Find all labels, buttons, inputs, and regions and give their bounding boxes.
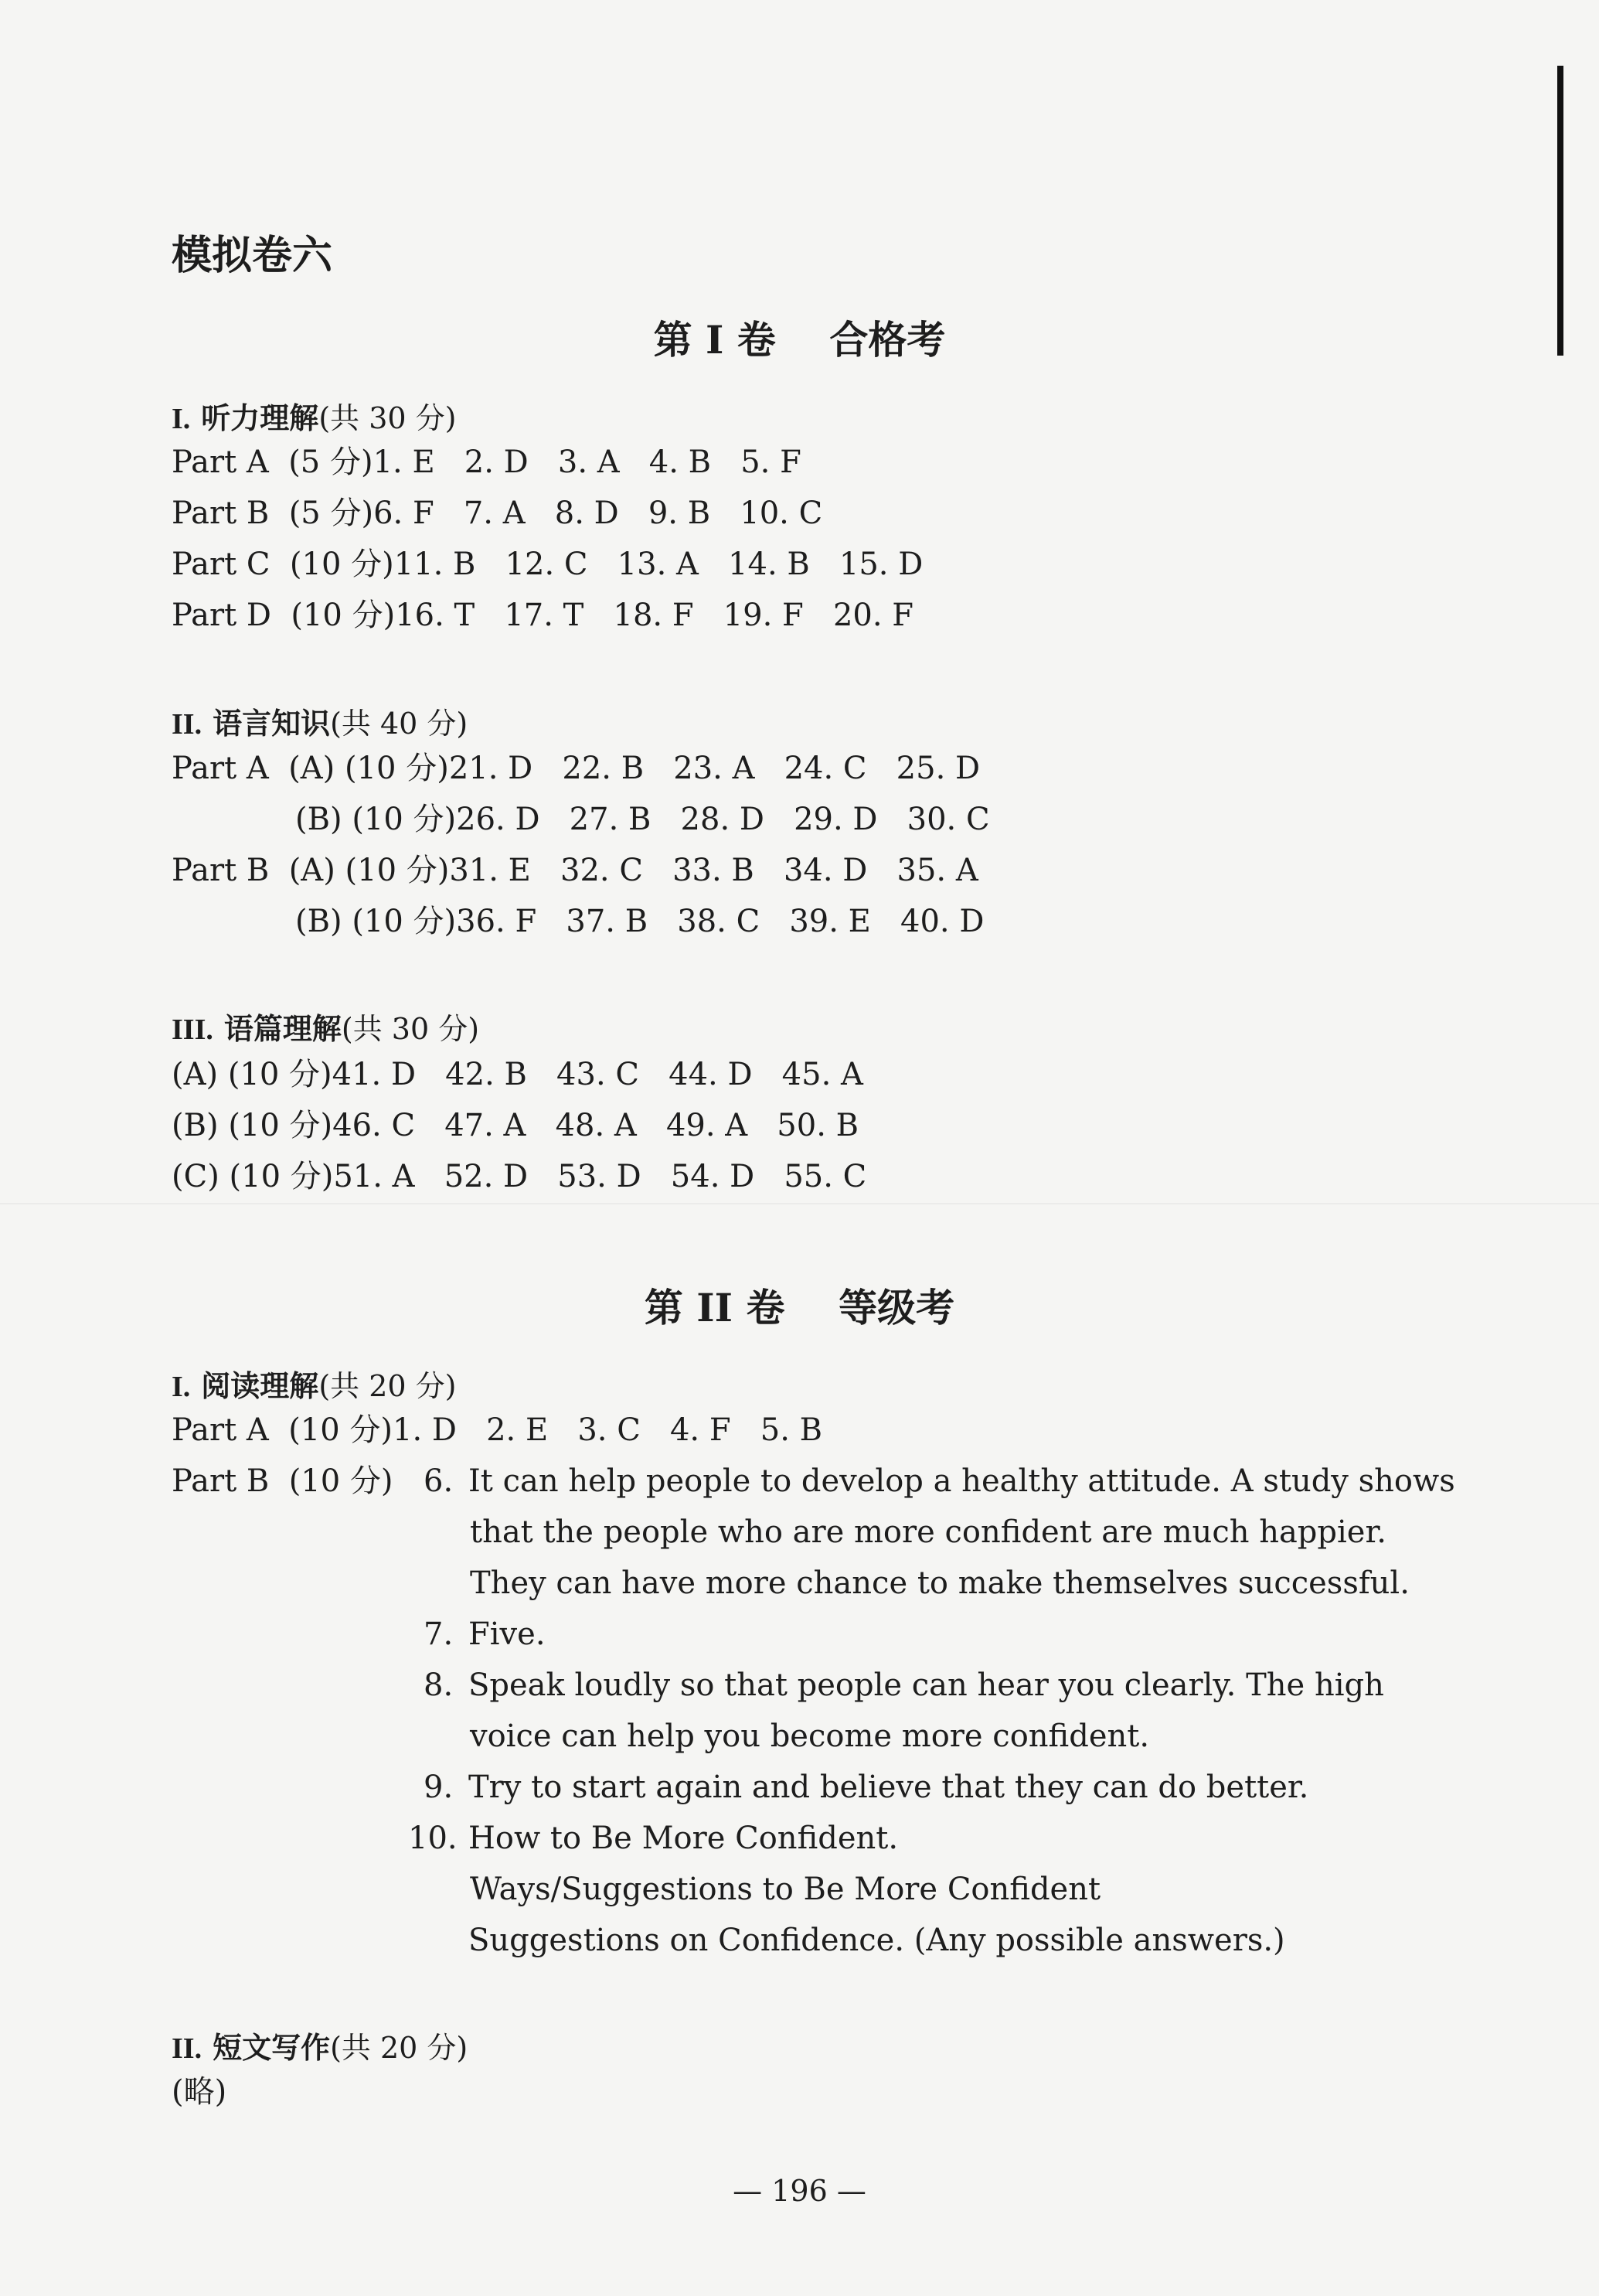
scan-fold-line [0,1203,1599,1204]
page-title: 模拟卷六 [172,232,333,279]
answer-line: voice can help you become more confident. [470,1719,1150,1754]
language-part-b-b: (B) (10 分)36. F 37. B 38. C 39. E 40. D [295,904,985,939]
volume1-title-left: 第 I 卷 [653,317,776,363]
answer-line: Try to start again and believe that they can do better. [468,1770,1309,1805]
answer-line: Suggestions on Confidence. (Any possible answers.) [468,1923,1285,1958]
answer-line: Speak loudly so that people can hear you clearly. The high [468,1667,1384,1703]
answer-number: 9. [424,1770,454,1805]
reading-section-heading: III. 语篇理解(共 30 分) [172,1011,480,1046]
reading-row-c: (C) (10 分)51. A 52. D 53. D 54. D 55. C [172,1159,867,1194]
listening-part-d: Part D (10 分)16. T 17. T 18. F 19. F 20. F [172,598,914,633]
answer-number: 6. [424,1463,454,1499]
answer-line: that the people who are more confident are much happier. [470,1514,1386,1550]
listening-part-b: Part B (5 分)6. F 7. A 8. D 9. B 10. C [172,496,823,531]
answer-number: 8. [424,1667,454,1703]
listening-part-c: Part C (10 分)11. B 12. C 13. A 14. B 15. D [172,547,924,582]
listening-section-heading: I. 听力理解(共 30 分) [172,400,457,435]
volume1-title [0,309,1599,365]
listening-part-a: Part A (5 分)1. E 2. D 3. A 4. B 5. F [172,445,801,480]
answer-line: Ways/Suggestions to Be More Confident [470,1872,1101,1907]
answer-line: Five. [468,1616,546,1652]
v2-reading-section-heading: I. 阅读理解(共 20 分) [172,1368,457,1403]
answer-line: They can have more chance to make themselves successful. [470,1565,1410,1601]
language-section-heading: II. 语言知识(共 40 分) [172,706,468,741]
v2-reading-part-b-label: Part B (10 分) [172,1463,393,1499]
answer-number: 7. [424,1616,454,1652]
answer-line: How to Be More Confident. [468,1821,899,1856]
writing-content: (略) [172,2074,227,2110]
v2-reading-part-a: Part A (10 分)1. D 2. E 3. C 4. F 5. B [172,1412,823,1448]
volume1-title-right: 合格考 [829,317,946,363]
reading-row-a: (A) (10 分)41. D 42. B 43. C 44. D 45. A [172,1057,863,1092]
volume2-title [0,1277,1599,1333]
page-number: — 196 — [733,2174,866,2208]
language-part-a-a: Part A (A) (10 分)21. D 22. B 23. A 24. C 25. D [172,751,981,786]
writing-section-heading: II. 短文写作(共 20 分) [172,2030,468,2065]
answer-line: It can help people to develop a healthy attitude. A study shows [468,1463,1455,1499]
reading-row-b: (B) (10 分)46. C 47. A 48. A 49. A 50. B [172,1108,859,1143]
answer-number: 10. [408,1821,458,1856]
volume2-title-left: 第 II 卷 [644,1285,785,1330]
language-part-b-a: Part B (A) (10 分)31. E 32. C 33. B 34. D 35. A [172,853,978,888]
language-part-a-b: (B) (10 分)26. D 27. B 28. D 29. D 30. C [295,802,990,837]
volume2-title-right: 等级考 [839,1285,955,1330]
